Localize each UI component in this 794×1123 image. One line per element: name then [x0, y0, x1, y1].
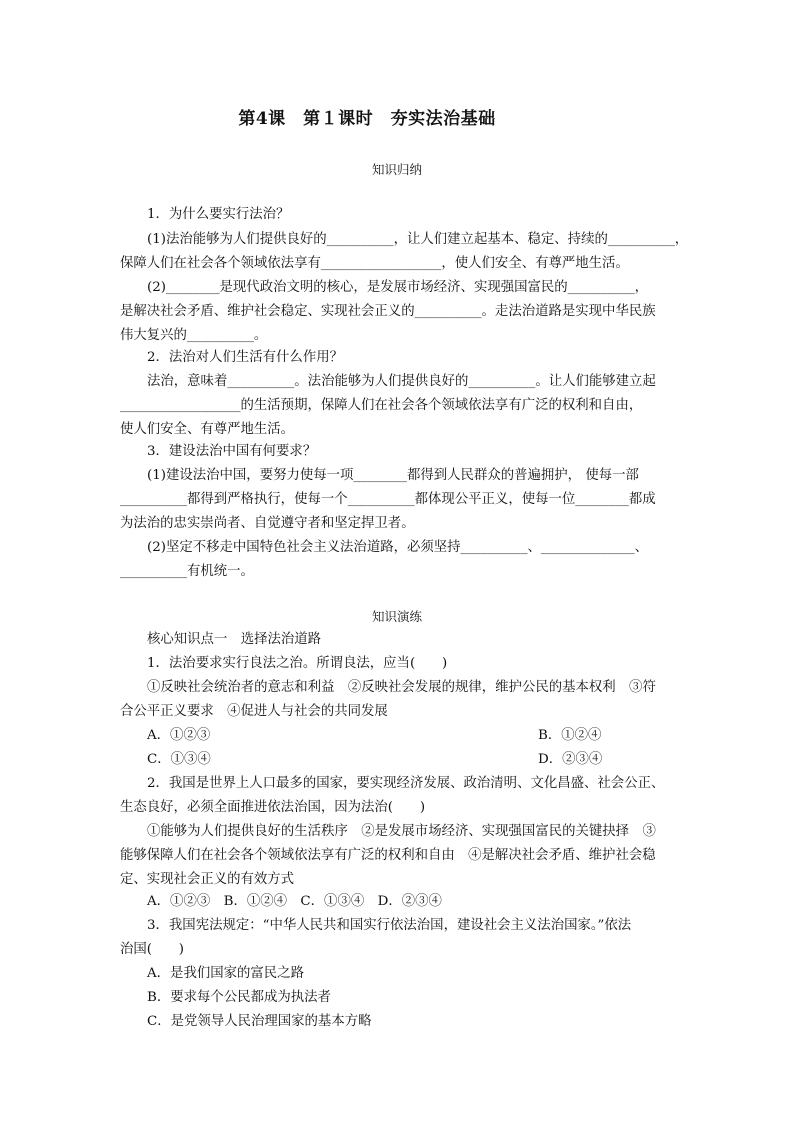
text-line: (1)建设法治中国，要努力使每一项________都得到人民群众的普遍拥护， 使每一部 [147, 468, 639, 483]
text-line: (1)法治能够为人们提供良好的__________，让人们建立起基本、稳定、持续的__________， [147, 232, 689, 247]
option-a: A．①②③ [147, 728, 211, 743]
text-line: ①能够为人们提供良好的生活秩序 ②是发展市场经济、实现强国富民的关键抉择 ③ [147, 824, 656, 839]
question-stem: 2．我国是世界上人口最多的国家，要实现经济发展、政治清明、文化昌盛、社会公正、 [147, 776, 665, 791]
text-line: 法治，意味着__________。法治能够为人们提供良好的__________。让人们能够建立起 [147, 374, 656, 389]
text-line: 合公平正义要求 ④促进人与社会的共同发展 [120, 704, 388, 719]
text-line: __________________的生活预期，保障人们在社会各个领域依法享有广泛的权利和自由， [120, 398, 643, 413]
text-line: __________有机统一。 [120, 564, 254, 579]
subheading: 核心知识点一 选择法治道路 [147, 632, 322, 647]
option-b: B．要求每个公民都成为执法者 [147, 990, 331, 1005]
option-c: C．是党领导人民治理国家的基本方略 [147, 1014, 372, 1029]
section-heading-practice: 知识演练 [371, 609, 422, 624]
text-line: 定、实现社会正义的有效方式 [120, 872, 295, 887]
option-a: A．是我们国家的富民之路 [147, 966, 304, 981]
text-line: 生态良好，必须全面推进依法治国，因为法治( ) [120, 800, 426, 815]
option-list: A．①②③ B．①②④ C．①③④ D．②③④ [147, 894, 442, 909]
text-line: 保障人们在社会各个领域依法享有__________________，使人们安全、有尊严地生活。 [120, 256, 629, 271]
page-title: 第4课 第１课时 夯实法治基础 [238, 109, 496, 129]
text-line: 伟大复兴的__________。 [120, 328, 268, 343]
text-line: 治国( ) [120, 942, 185, 957]
text-line: __________都得到严格执行，使每一个__________都体现公平正义，使每一位________都成 [120, 492, 656, 507]
option-d: D．②③④ [538, 752, 603, 767]
text-line: 为法治的忠实崇尚者、自觉遵守者和坚定捍卫者。 [120, 516, 415, 531]
text-line: 能够保障人们在社会各个领域依法享有广泛的权利和自由 ④是解决社会矛盾、维护社会稳 [120, 848, 656, 863]
question-heading: 3．建设法治中国有何要求？ [147, 444, 317, 459]
text-line: (2)________是现代政治文明的核心，是发展市场经济、实现强国富民的__________， [147, 280, 649, 295]
option-b: B．①②④ [538, 728, 602, 743]
text-line: ①反映社会统治者的意志和利益 ②反映社会发展的规律，维护公民的基本权利 ③符 [147, 680, 656, 695]
text-line: 使人们安全、有尊严地生活。 [120, 422, 295, 437]
text-line: 是解决社会矛盾、维护社会稳定、实现社会正义的__________。走法治道路是实现中华民族 [120, 304, 656, 319]
question-heading: 1．为什么要实行法治？ [147, 207, 290, 222]
option-c: C．①③④ [147, 752, 211, 767]
question-stem: 1．法治要求实行良法之治。所谓良法，应当( ) [147, 656, 448, 671]
section-heading-summary: 知识归纳 [371, 162, 422, 177]
question-heading: 2．法治对人们生活有什么作用？ [147, 350, 343, 365]
question-stem: 3．我国宪法规定：“中华人民共和国实行依法治国，建设社会主义法治国家。”依法 [147, 918, 632, 933]
text-line: (2)坚定不移走中国特色社会主义法治道路，必须坚持__________、______________、 [147, 540, 649, 555]
